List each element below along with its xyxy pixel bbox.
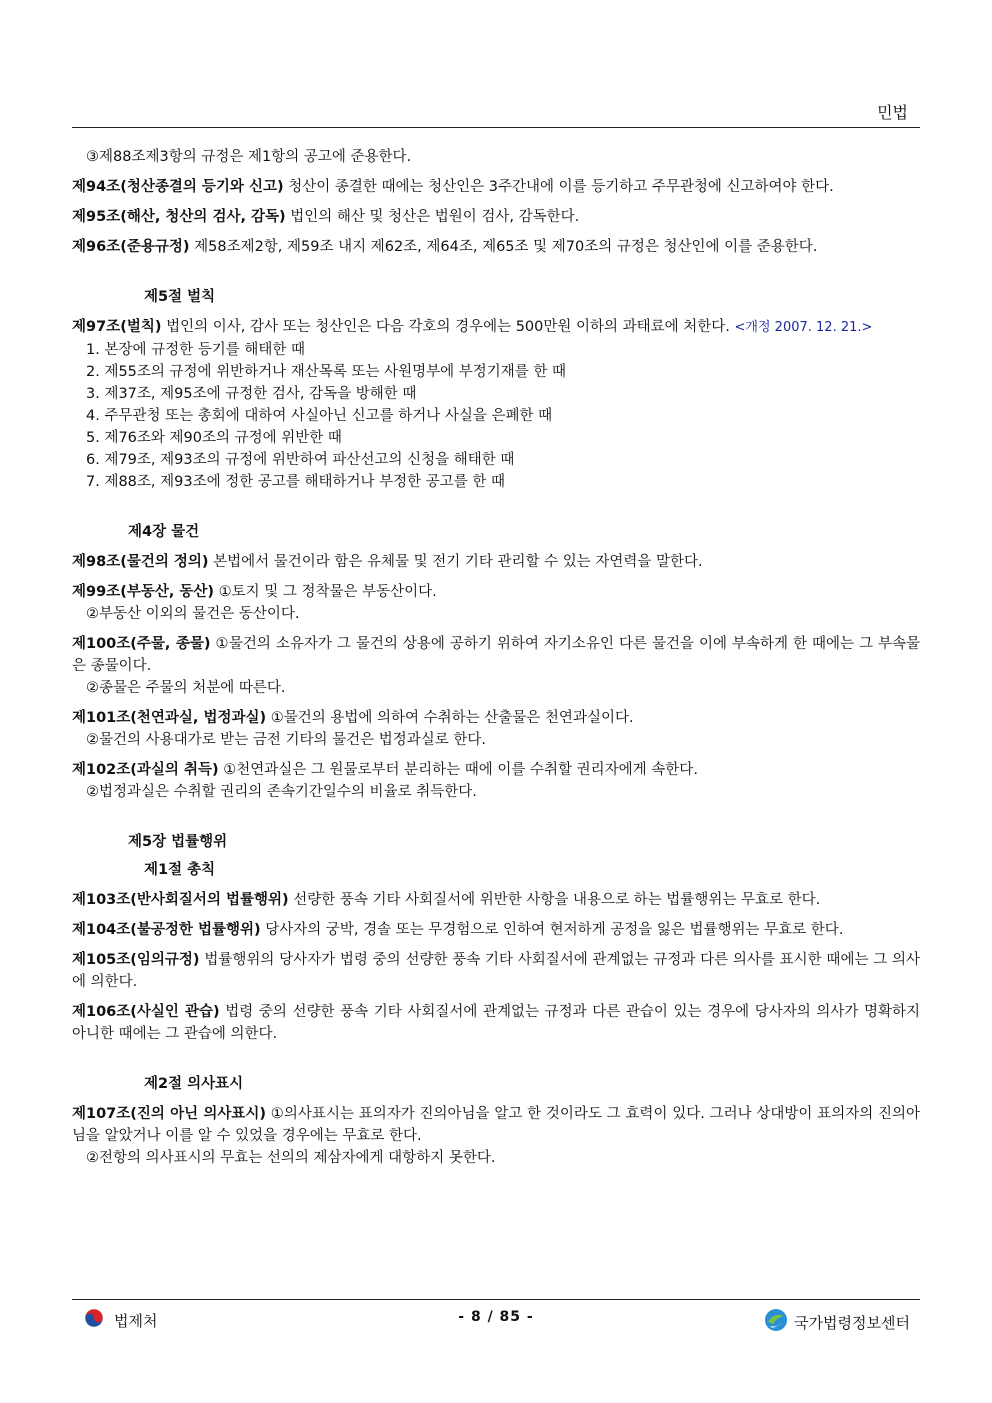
document-title: 민법: [877, 103, 908, 122]
list-item: 3. 제37조, 제95조에 규정한 검사, 감독을 방해한 때: [86, 386, 417, 402]
article-98: [72, 551, 920, 573]
article-text: ①토지 및 그 정착물은 부동산이다.: [214, 584, 437, 600]
list-item: 6. 제79조, 제93조의 규정에 위반하여 파산선고의 신청을 해태한 때: [86, 452, 515, 468]
footer-org-label: 법제처: [114, 1311, 158, 1330]
article-text: 법률행위의 당사자가 법령 중의 선량한 풍속 기타 사회질서에 관계없는 규정과 다른 의사를 표시한 때에는 그 의사에 의한다.: [72, 952, 920, 990]
article-title: 제107조(진의 아닌 의사표시): [72, 1106, 266, 1122]
article-title: 제97조(벌칙): [72, 319, 162, 335]
article-title: 제102조(과실의 취득): [72, 762, 219, 778]
article-text: 당사자의 궁박, 경솔 또는 무경험으로 인하여 현저하게 공정을 잃은 법률행위는 무효로 한다.: [260, 922, 844, 938]
article-103: [72, 889, 920, 911]
article-104: [72, 919, 920, 941]
section-heading: 제5절 벌칙: [144, 289, 216, 305]
paragraph-a93-3: ③제88조제3항의 규정은 제1항의 공고에 준용한다.: [86, 149, 412, 165]
article-title: 제104조(불공정한 법률행위): [72, 922, 261, 938]
article-title: 제103조(반사회질서의 법률행위): [72, 892, 289, 908]
document-body: [72, 146, 920, 1169]
article-title: 제96조(준용규정): [72, 239, 190, 255]
section-heading: 제1절 총칙: [144, 862, 216, 878]
article-text: 본법에서 물건이라 함은 유체물 및 전기 기타 관리할 수 있는 자연력을 말한다.: [208, 554, 703, 570]
article-text: ①물건의 용법에 의하여 수취하는 산출물은 천연과실이다.: [266, 710, 634, 726]
article-paragraph: ②법정과실은 수취할 권리의 존속기간일수의 비율로 취득한다.: [86, 784, 477, 800]
article-paragraph: ②종물은 주물의 처분에 따른다.: [86, 680, 286, 696]
article-107: [72, 1103, 920, 1169]
article-95: [72, 206, 920, 228]
chapter-heading: 제5장 법률행위: [128, 834, 228, 850]
list-item: 1. 본장에 규정한 등기를 해태한 때: [86, 342, 305, 358]
article-title: 제94조(청산종결의 등기와 신고): [72, 179, 284, 195]
article-text: 법인의 해산 및 청산은 법원이 검사, 감독한다.: [285, 209, 580, 225]
article-97: [72, 316, 920, 493]
article-text: 선량한 풍속 기타 사회질서에 위반한 사항을 내용으로 하는 법률행위는 무효로 한다.: [288, 892, 821, 908]
list-item: 2. 제55조의 규정에 위반하거나 재산목록 또는 사원명부에 부정기재를 한 때: [86, 364, 566, 380]
footer-right: [764, 1308, 910, 1336]
article-text: 법령 중의 선량한 풍속 기타 사회질서에 관계없는 규정과 다른 관습이 있는 경우에 당사자의 의사가 명확하지 아니한 때에는 그 관습에 의한다.: [72, 1004, 920, 1042]
article-101: [72, 707, 920, 751]
article-106: [72, 1001, 920, 1045]
article-paragraph: ②물건의 사용대가로 받는 금전 기타의 물건은 법정과실로 한다.: [86, 732, 487, 748]
footer-center-label: 국가법령정보센터: [794, 1313, 910, 1332]
article-99: [72, 581, 920, 625]
list-item: 5. 제76조와 제90조의 규정에 위반한 때: [86, 430, 342, 446]
article-105: [72, 949, 920, 993]
article-text: ①물건의 소유자가 그 물건의 상용에 공하기 위하여 자기소유인 다른 물건을 이에 부속하게 한 때에는 그 부속물은 종물이다.: [72, 636, 920, 674]
article-title: 제100조(주물, 종물): [72, 636, 211, 652]
article-title: 제101조(천연과실, 법정과실): [72, 710, 267, 726]
article-96: [72, 236, 920, 258]
article-100: [72, 633, 920, 699]
article-text: 청산이 종결한 때에는 청산인은 3주간내에 이를 등기하고 주무관청에 신고하여야 한다.: [283, 179, 834, 195]
article-title: 제99조(부동산, 동산): [72, 584, 215, 600]
page-number: - 8 / 85 -: [458, 1309, 534, 1325]
article-paragraph: ②부동산 이외의 물건은 동산이다.: [86, 606, 300, 622]
article-text: 법인의 이사, 감사 또는 청산인은 다음 각호의 경우에는 500만원 이하의 과태료에 처한다.: [161, 319, 735, 335]
article-102: [72, 759, 920, 803]
list-item: 4. 주무관청 또는 총회에 대하여 사실아닌 신고를 하거나 사실을 은폐한 때: [86, 408, 553, 424]
section-heading: 제2절 의사표시: [144, 1076, 244, 1092]
article-title: 제106조(사실인 관습): [72, 1004, 220, 1020]
article-title: 제105조(임의규정): [72, 952, 200, 968]
article-94: [72, 176, 920, 198]
page-footer: [72, 1299, 920, 1332]
article-text: ①천연과실은 그 원물로부터 분리하는 때에 이를 수취할 권리자에게 속한다.: [218, 762, 698, 778]
amendment-note: <개정 2007. 12. 21.>: [734, 320, 873, 335]
chapter-heading: 제4장 물건: [128, 524, 200, 540]
article-title: 제98조(물건의 정의): [72, 554, 209, 570]
article-text: ①의사표시는 표의자가 진의아님을 알고 한 것이라도 그 효력이 있다. 그러나 상대방이 표의자의 진의아님을 알았거나 이를 알 수 있었을 경우에는 무효로 한다.: [72, 1106, 920, 1144]
article-paragraph: ②전항의 의사표시의 무효는 선의의 제삼자에게 대항하지 못한다.: [86, 1150, 496, 1166]
article-text: 제58조제2항, 제59조 내지 제62조, 제64조, 제65조 및 제70조의 규정은 청산인에 이를 준용한다.: [189, 239, 818, 255]
article-title: 제95조(해산, 청산의 검사, 감독): [72, 209, 286, 225]
law-center-logo-icon: [764, 1308, 788, 1336]
page-header: [72, 96, 920, 128]
list-item: 7. 제88조, 제93조에 정한 공고를 해태하거나 부정한 공고를 한 때: [86, 474, 505, 490]
